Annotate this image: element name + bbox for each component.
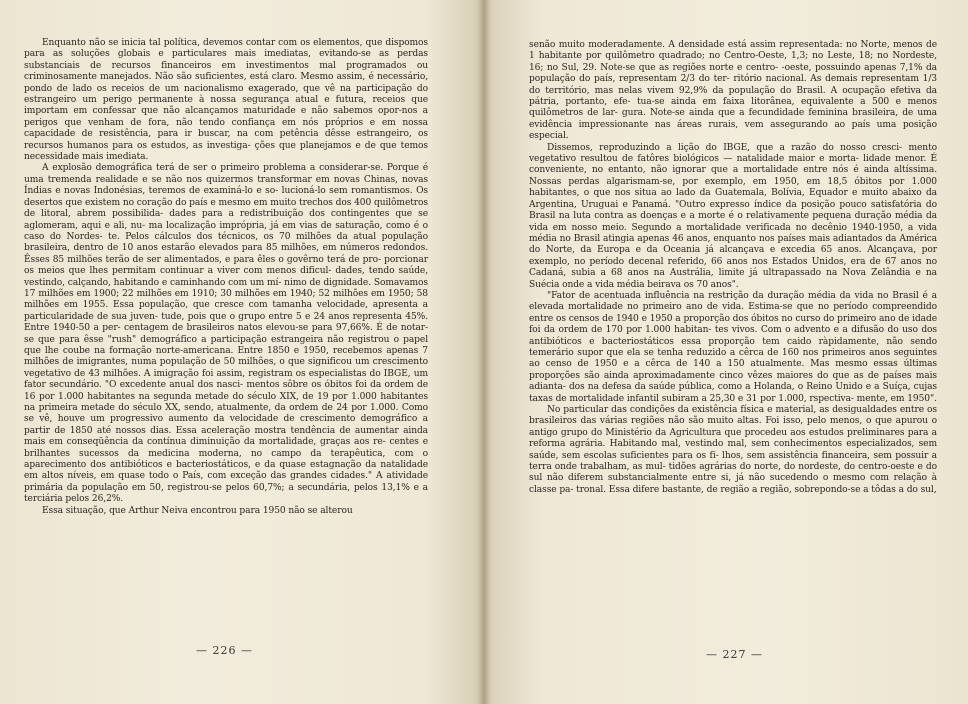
paragraph: Dissemos, reproduzindo a lição do IBGE, que a razão do nosso cresci- mento vegetativo resultou de fatôres biológicos — natalidade maior e morta- lidade menor. É conveniente, no entanto, não ignorar que a mortalidade entre nós é ainda altíssima. Nossas perdas algarismam-se, por exemplo, em 1950, em 18,5 óbitos por 1.000 habitantes, o que nos situa ao lado da Guatemala, Bolívia, Equador e muito abaixo da Argentina, Uruguai e Panamá. "Outro expresso índice da posição pouco satisfatória do Brasil na luta contra as doenças e a morte é o relativamente pequena duração média da vida em nosso meio. Segundo a mortalidade verificada no decênio 1940-1950, a vida média no Brasil atingia apenas 46 anos, enquanto nos países mais adiantados da América do Norte, da Europa e da Oceania já alcançava e excedia 65 anos. Alcançava, por exemplo, no período decenal referido, 66 anos nos Estados Unidos, era de 67 anos no Cadaná, subia a 68 anos na Austrália, limite já ultrapassado na Nova Zelândia e na Suécia onde a vida média beirava os 70 anos". (529, 142, 937, 290)
left-page-text (24, 38, 428, 517)
paragraph: "Fator de acentuada influência na restrição da duração média da vida no Brasil é a elevada mortalidade no primeiro ano de vida. Estima-se que no período compreendido entre os censos de 1940 e 1950 a proporção dos óbitos no curso do primeiro ano de idade foi da ordem de 170 por 1.000 habitan- tes vivos. Com o advento e a difusão do uso dos antibióticos e bacteriostáticos essa proporção tem caido ràpidamente, não sendo temerário supor que ela se tenha reduzido a cêrca de 160 nos primeiros anos seguintes ao censo de 1950 e a cêrca de 140 a 150 atualmente. Mas mesmo essas últimas proporções são ainda aproximadamente cinco vêzes maiores do que as de países mais adianta- dos na defesa da saúde pública, como a Holanda, o Reino Unido e a Suíça, cujas taxas de mortalidade infantil subiram a 25,30 e 31 por 1.000, rspectiva- mente, em 1950". (529, 290, 937, 404)
paragraph: senão muito moderadamente. A densidade está assim representada: no Norte, menos de 1 habitante por quilômetro quadrado; no Centro-Oeste, 1,3; no Leste, 18; no Nordeste, 16; no Sul, 29. Note-se que as regiões norte e centro- -oeste, possuindo apenas 7,1% da população do país, representam 2/3 do ter- ritório nacional. As demais representam 1/3 do território, mas nelas vivem 92,9% da população do Brasil. A ocupação efetiva da pátria, portanto, efe- tua-se ainda em faixa litorânea, equivalente a 500 e menos quilômetros de lar- gura. Note-se ainda que a fecundidade feminina brasileira, de uma evidência impressionante nas áreas rurais, vem assegurando ao país uma posição especial. (529, 40, 937, 142)
left-page (0, 0, 478, 704)
book-spine (478, 0, 490, 704)
paragraph: Essa situação, que Arthur Neiva encontrou para 1950 não se alterou (42, 505, 353, 516)
right-page (490, 0, 968, 704)
right-page-text (529, 40, 937, 496)
page-number-right: — 227 — (706, 648, 763, 661)
paragraph: No particular das condições da existência física e material, as desigualdades entre os brasileiros das várias regiões não são muito altas. Foi isso, pelo menos, o que apurou o antigo grupo do Ministério da Agricultura que procedeu aos estudos preliminares para a reforma agrária. Habitando mal, vestindo mal, sem conhecimentos especializados, sem saúde, sem escolas suficientes para os fi- lhos, sem assistência financeira, sem possuir a terra onde trabalham, as mul- tidões agrárias do norte, do nordeste, do centro-oeste e do sul não diferem substancialmente entre si, já não sucedendo o mesmo com relação à classe pa- tronal. Essa difere bastante, de região a região, sobrepondo-se a tôdas a do sul, (529, 405, 937, 495)
paragraph: Enquanto não se inicia tal política, devemos contar com os elementos, que dispomos para as soluções globais e particulares mais imediatas, evitando-se as perdas substanciais de recursos financeiros em investimentos mal programados ou criminosamente manejados. Não são suficientes, está claro. Mesmo assim, é necessário, pondo de lado os receios de um nacionalismo exagerado, que vê na participação do estrangeiro um perigo permanente à nossa segurança atual e futura, receios que importam em confessar que não alcançamos maturidade e não sabemos opor-nos a perigos que venham de fora, não tendo confiança em nós próprios e em nossa capacidade de resistência, para ir buscar, na com petência dêsse estrangeiro, os recursos humanos para os estudos, as investiga- ções que planejamos e de que temos necessidade mais imediata. (24, 38, 428, 163)
page-number-left: — 226 — (196, 644, 253, 657)
paragraph: A explosão demográfica terá de ser o primeiro problema a considerar-se. Porque é uma tremenda realidade e se não nos quizermos transformar em novas Chinas, novas Índias e novas Indonésias, teremos de examiná-lo e so- lucioná-lo sem romantismos. Os desertos que existem no coração do país e mesmo em muito trechos dos 400 quilômetros de litoral, abrem possibilida- dades para a redistribuição dos contingentes que se aglomeram, aqui e ali, nu- ma localização imprópria, já em vias de saturação, como é o caso do Nordes- te. Pelos cálculos dos técnicos, os 70 milhões da atual população brasileira, dentro de 10 anos estarão elevados para 85 milhões, em números redondos. Êsses 85 milhões terão de ser alimentados, e para êles o govêrno terá de pro- porcionar os meios que lhes permitam continuar a viver com menos dificul- dades, tendo saúde, vestindo, calçando, habitando e caminhando com um mí- nimo de dignidade. Somavamos 17 milhões em 1900; 22 milhões em 1910; 30 milhões em 1940; 52 milhões em 1950; 58 milhões em 1955. Essa população, que cresce com tamanha velocidade, apresenta a particularidade de sua juven- tude, pois que o grupo entre 5 e 24 anos representa 45%. Entre 1940-50 a per- centagem de brasileiros natos elevou-se para 97,66%. É de notar-se que para êsse "rush" demográfico a participação estrangeira não registrou o papel que lhe coube na formação norte-americana. Entre 1850 e 1950, recebemos apenas 7 milhões de imigrantes, numa população de 50 milhões, o que significou um crescimento vegetativo de 43 milhões. A imigração foi assim, registram os especialistas do IBGE, um fator secundário. "O excedente anual dos nasci- mentos sôbre os óbitos foi da ordem de 16 por 1.000 habitantes na segunda metade do século XIX, de 19 por 1.000 habitantes na primeira metade do século XX, sendo, atualmente, da ordem de 24 por 1.000. Como se vê, houve um progressivo aumento da velocidade de crescimento demográfico a partir de 1850 até nossos dias. Essa aceleração mostra tendência de aumentar ainda mais em conseqüência da contínua diminuição da mortalidade, graças aos re- centes e brilhantes sucessos da medicina moderna, no campo da terapêutica, com o aparecimento dos antibióticos e bacteriostáticos, e da quase estagnação da natalidade em altos níveis, em quase todo o País, com exceção das grandes cidades." A atividade primária da população em 50, registrou-se pelos 60,7%; a secundária, pelos 13,1% e a terciária pelos 26,2%. (24, 163, 428, 505)
